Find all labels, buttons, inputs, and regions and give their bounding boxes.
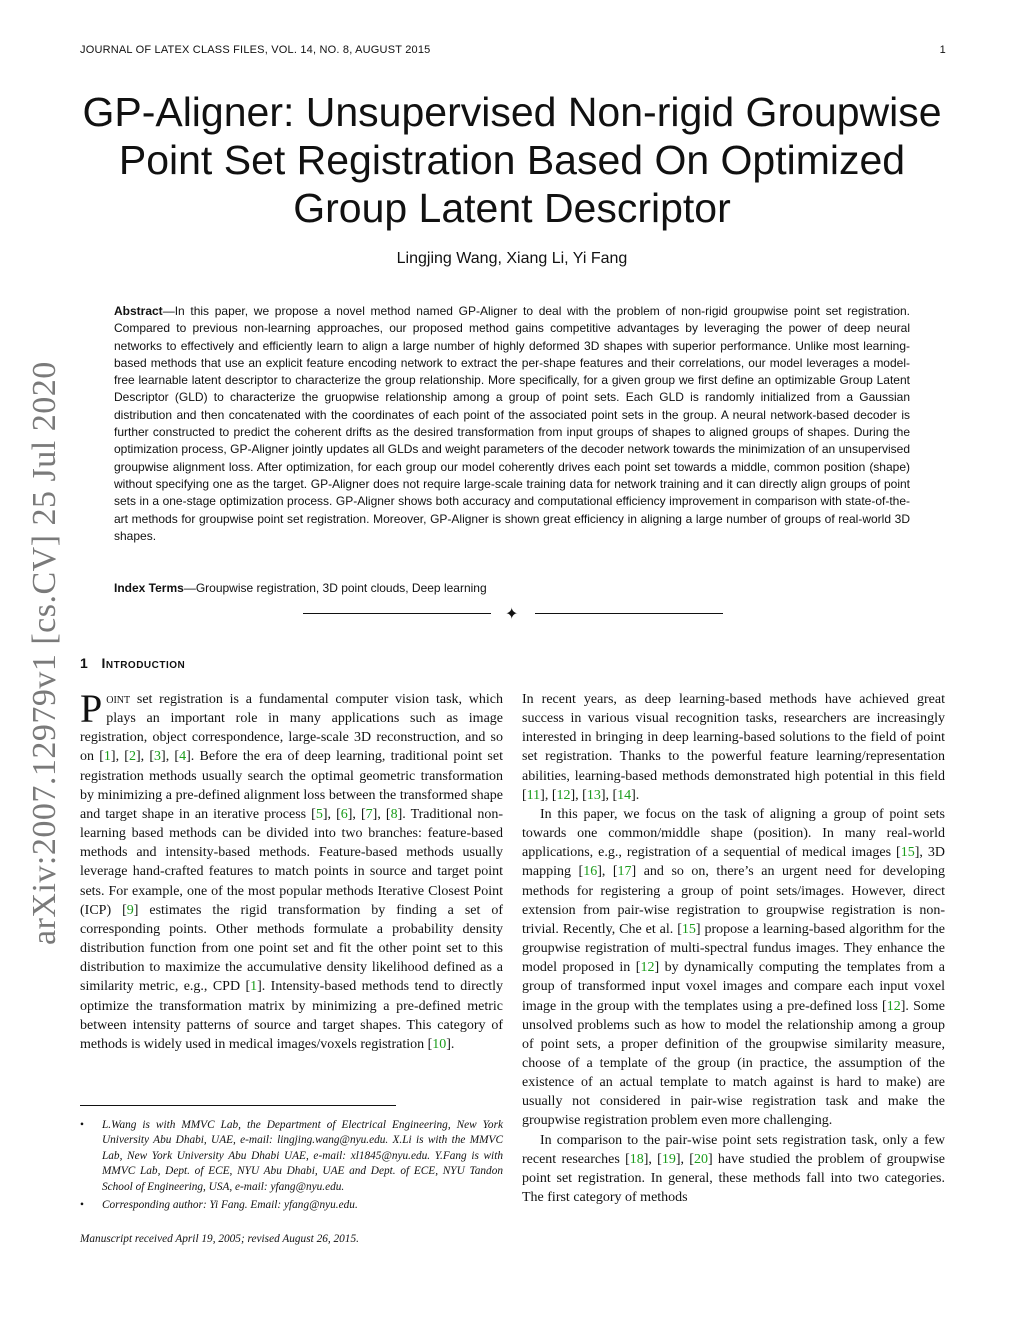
footnote-rule: [80, 1105, 396, 1106]
paper-title: GP-Aligner: Unsupervised Non-rigid Groupwise Point Set Registration Based On Optimized Group Latent Descriptor: [82, 89, 942, 231]
text-run: ], [: [347, 806, 366, 822]
text-run: ], 3D mapping [: [522, 845, 945, 880]
abstract-text: —In this paper, we propose a novel method named GP-Aligner to deal with the problem of non-rigid groupwise point set registration. Compared to previous non-learning approaches, our proposed method gains competitive advantages by leveraging the power of deep neural networks to effectively and efficiently learn to align a large number of highly deformed 3D shapes with superior performance. Unlike most learning-based methods that use an explicit feature encoding network to extract the per-shape features and their correlations, our model leverages a model-free learnable latent descriptor to characterize the group relationship. More specifically, for a given group we first define an optimizable Group Latent Descriptor (GLD) to characterize the gruopwise relationship among a group of point sets. Each GLD is randomly initialized from a Gaussian distribution and then concatenated with the coordinates of each point of the associated point sets in the group. A neural network-based decoder is further constructed to predict the coherent drifts as the desired transformation from input groups of shapes to aligned groups of shapes. During the optimization process, GP-Aligner jointly updates all GLDs and weight parameters of the decoder network towards the minimization of an unsupervised groupwise alignment loss. After optimization, for each group our model coherently drives each point set towards a middle, common position (shape) without specifying one as the target. GP-Aligner does not require large-scale training data for network training and it can directly align groups of point sets in a one-stage optimization process. GP-Aligner shows both accuracy and computational efficiency improvement in comparison with state-of-the-art methods for groupwise point set registration. Moreover, GP-Aligner is shown great efficiency in aligning a large number of groups of real-world 3D shapes.: [114, 304, 910, 543]
separator-diamond-icon: ✦: [505, 606, 519, 623]
text-run: ], [: [135, 749, 155, 765]
footnote-text: L.Wang is with MMVC Lab, the Department of Electrical Engineering, New York University Abu Dhabi, UAE, e-mail: lingjing.wang@nyu.edu. X.Li is with the MMVC Lab, New York University Abu Dhabi UAE, e-mail: xl1845@nyu.edu. Y.Fang is with MMVC Lab, Dept. of ECE, NYU Abu Dhabi, UAE and Dept. of ECE, NYU Tandon School of Engineering, USA, e-mail: yfang@nyu.edu.: [102, 1119, 503, 1193]
text-run: ] by dynamically computing the templates from a group of transformed input voxel images and compare each input voxel image in the group with the templates using a pre-defined loss [: [522, 960, 945, 1014]
citation-link[interactable]: 8: [390, 806, 398, 822]
intro-paragraph-2: [522, 690, 945, 805]
text-run: ], [: [110, 749, 129, 765]
author-list: Lingjing Wang, Xiang Li, Yi Fang: [396, 250, 628, 267]
citation-link[interactable]: 11: [526, 787, 541, 803]
citation-link[interactable]: 1: [250, 979, 258, 995]
journal-name: JOURNAL OF LATEX CLASS FILES, VOL. 14, NO. 8, AUGUST 2015: [80, 44, 431, 56]
footnote-text: Corresponding author: Yi Fang. Email: yfang@nyu.edu.: [102, 1199, 358, 1212]
citation-link[interactable]: 5: [315, 806, 323, 822]
citation-link[interactable]: 3: [154, 749, 162, 765]
abstract-label: Abstract: [114, 304, 163, 318]
lead-word: oint: [106, 692, 131, 707]
citation-link[interactable]: 4: [179, 749, 187, 765]
separator-line-left: [303, 613, 491, 614]
text-run: ], [: [322, 806, 341, 822]
text-run: ]. Intensity-based methods tend to directly optimize the transformation matrix by minimizing a pre-defined metric between intensity patterns of source and target shapes. This category of methods is widely used in medical images/voxels registration [: [80, 979, 503, 1052]
intro-paragraph-3: [522, 805, 945, 1131]
section-heading: [80, 655, 185, 671]
text-run: ]. Traditional non-learning based methods can be divided into two branches: feature-based methods and intensity-based methods. Feature-based methods usually leverage hand-crafted features to match points in source and target point sets. For example, one of the most popular methods Iterative Closest Point (ICP) [: [80, 806, 504, 918]
footnote-affiliations: [80, 1118, 503, 1195]
running-head: [80, 44, 946, 56]
bullet-icon: •: [80, 1199, 84, 1212]
citation-link[interactable]: 12: [886, 998, 901, 1014]
separator-line-right: [535, 613, 723, 614]
section-separator: [303, 604, 723, 624]
citation-link[interactable]: 2: [128, 749, 136, 765]
section-title: Introduction: [101, 655, 186, 671]
intro-paragraph-1: [80, 686, 504, 1054]
text-run: ] have studied the problem of groupwise point set registration. In general, these methods fall into two categories. The first category of methods: [522, 1151, 946, 1206]
text-run: ]. Some unsolved problems such as how to model the relationship among a group of point sets, a proper definition of the groupwise similarity measure, choose of a template of the group (in practice, the assumption of the existence of an actual template to match against is hard to make) are usually not considered in pair-wise registration task and make the groupwise registration problem even more challenging.: [522, 998, 945, 1129]
right-column: [522, 690, 945, 1207]
citation-link[interactable]: 9: [126, 902, 134, 918]
text-run: ].: [631, 787, 640, 803]
citation-link[interactable]: 6: [340, 806, 348, 822]
text-run: ] and so on, there’s an urgent need for developing methods for registering a group of point sets/images. However, direct extension from pair-wise registration to groupwise registration is non-trivial. Recently, Che et al. [: [522, 864, 946, 937]
citation-link[interactable]: 1: [103, 749, 111, 765]
text-run: ].: [446, 1036, 455, 1052]
citation-link[interactable]: 18: [629, 1151, 644, 1167]
text-run: ], [: [597, 864, 618, 880]
citation-link[interactable]: 12: [556, 787, 571, 803]
page-number: 1: [939, 44, 946, 56]
abstract: [114, 303, 910, 545]
text-run: ] propose a learning-based algorithm for the groupwise registration of multi-spectral fundus images. They enhance the model proposed in [: [522, 921, 945, 976]
bullet-icon: •: [80, 1119, 84, 1131]
citation-link[interactable]: 15: [681, 921, 696, 937]
text-run: set registration is a fundamental computer vision task, which plays an important role in many applications such as image registration, object correspondence, large-scale 3D reconstruction, and so on [: [80, 692, 503, 765]
citation-link[interactable]: 10: [432, 1036, 447, 1052]
citation-link[interactable]: 12: [640, 960, 655, 976]
text-run: In recent years, as deep learning-based methods have achieved great success in various visual recognition tasks, researchers are increasingly interested in bringing in deep learning-based solutions to the field of point set registration. Thanks to the powerful feature learning/representation abilities, learning-based methods demonstrated high potential in this field [: [522, 692, 945, 803]
citation-link[interactable]: 16: [583, 864, 598, 880]
citation-link[interactable]: 14: [617, 787, 632, 803]
text-run: ], [: [372, 806, 391, 822]
manuscript-dates: Manuscript received April 19, 2005; revised August 26, 2015.: [80, 1233, 359, 1245]
section-number: 1: [80, 655, 89, 671]
index-terms-text: —Groupwise registration, 3D point clouds, Deep learning: [183, 581, 487, 595]
citation-link[interactable]: 19: [661, 1151, 676, 1167]
text-run: ], [: [570, 787, 587, 803]
footnote-corresponding: [80, 1198, 503, 1213]
arxiv-stamp: arXiv:2007.12979v1 [cs.CV] 25 Jul 2020: [26, 361, 63, 945]
citation-link[interactable]: 17: [617, 864, 632, 880]
intro-paragraph-4: [522, 1131, 945, 1208]
footnotes: [80, 1118, 503, 1216]
text-run: ], [: [643, 1151, 662, 1167]
citation-link[interactable]: 13: [586, 787, 601, 803]
citation-link[interactable]: 15: [900, 845, 915, 861]
text-run: In this paper, we focus on the task of aligning a group of point sets towards one common/middle shape (position). In many real-world applications, e.g., registration of a sequential of medical images [: [522, 806, 945, 861]
text-run: ], [: [161, 749, 180, 765]
index-terms: [114, 581, 910, 595]
text-run: In comparison to the pair-wise point sets registration task, only a few recent researches [: [522, 1132, 945, 1167]
text-run: ], [: [675, 1151, 694, 1167]
drop-cap: P: [80, 686, 103, 731]
text-run: ]. Before the era of deep learning, traditional point set registration methods usually search the optimal geometric transformation by minimizing a pre-defined alignment loss between the transformed shape and target shape in an iterative process [: [80, 749, 503, 822]
left-column: [80, 686, 504, 1054]
index-terms-label: Index Terms: [114, 581, 184, 595]
citation-link[interactable]: 7: [365, 806, 373, 822]
text-run: ], [: [600, 787, 618, 803]
text-run: ] estimates the rigid transformation by finding a set of corresponding points. Other methods formulate a probability density distribution function from one point set and fit the other point set to this distribution to maximize the accumulative density likelihood defined as a similarity metric, e.g., CPD [: [80, 902, 504, 995]
citation-link[interactable]: 20: [693, 1151, 708, 1167]
text-run: ], [: [540, 787, 557, 803]
